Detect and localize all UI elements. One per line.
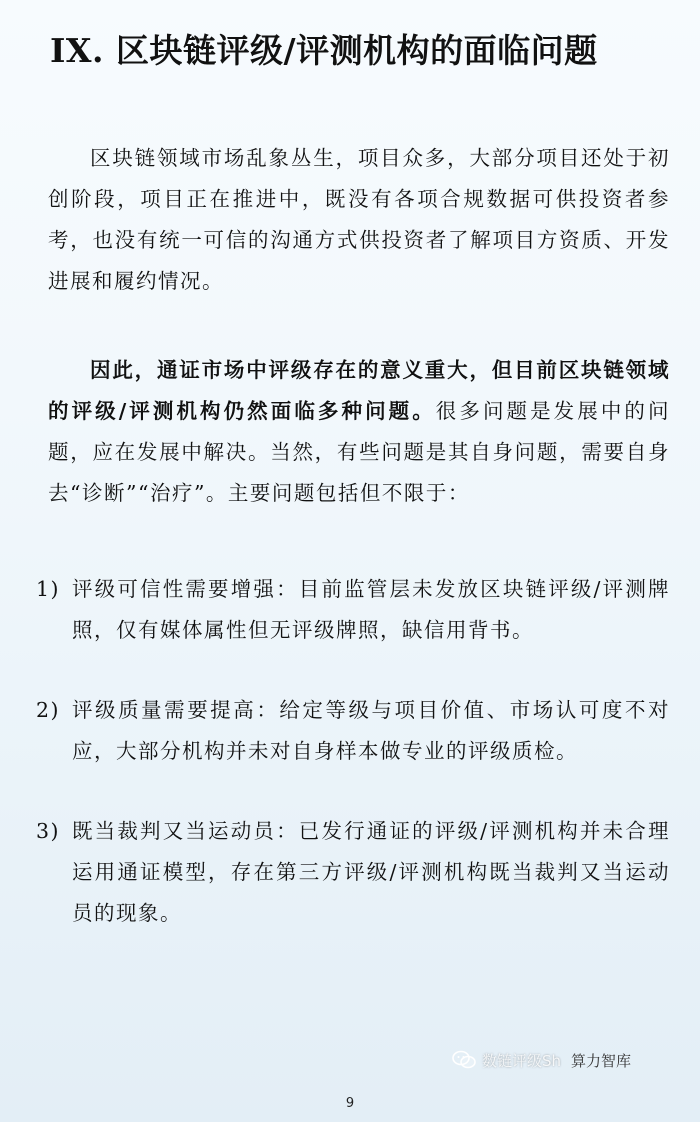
wechat-icon (452, 1050, 476, 1070)
page-title: IX. 区块链评级/评测机构的面临问题 (50, 31, 598, 70)
list-item-number: 1) (36, 577, 61, 601)
paragraph-problems-normal: 很多问题是发展中的问题，应在发展中解决。当然，有些问题是其自身问题，需要自身去“诊断”“治疗”。主要问题包括但不限于： (48, 399, 670, 505)
paragraph-problems (48, 350, 670, 514)
watermark-brand: 算力智库 (571, 1051, 632, 1070)
list-item-text: 评级可信性需要增强：目前监管层未发放区块链评级/评测牌照，仅有媒体属性但无评级牌照，缺信用背书。 (72, 577, 670, 642)
list-item-number: 3) (36, 819, 61, 843)
page-number: 9 (345, 1096, 355, 1111)
watermark (452, 1046, 631, 1074)
list-item-text: 评级质量需要提高：给定等级与项目价值、市场认可度不对应，大部分机构并未对自身样本做专业的评级质检。 (72, 698, 670, 763)
list-item-text: 既当裁判又当运动员：已发行通证的评级/评测机构并未合理运用通证模型，存在第三方评级/评测机构既当裁判又当运动员的现象。 (72, 819, 670, 925)
paragraph-problems-bold: 因此，通证市场中评级存在的意义重大，但目前区块链领域的评级/评测机构仍然面临多种问题。 (48, 358, 670, 423)
list-item (36, 811, 670, 934)
list-item (36, 690, 670, 772)
list-item-number: 2) (36, 698, 61, 722)
paragraph-intro: 区块链领域市场乱象丛生，项目众多，大部分项目还处于初创阶段，项目正在推进中，既没有各项合规数据可供投资者参考，也没有统一可信的沟通方式供投资者了解项目方资质、开发进展和履约情况。 (48, 146, 670, 293)
watermark-source: 数链评级Sh (482, 1051, 562, 1070)
list-item (36, 569, 670, 651)
